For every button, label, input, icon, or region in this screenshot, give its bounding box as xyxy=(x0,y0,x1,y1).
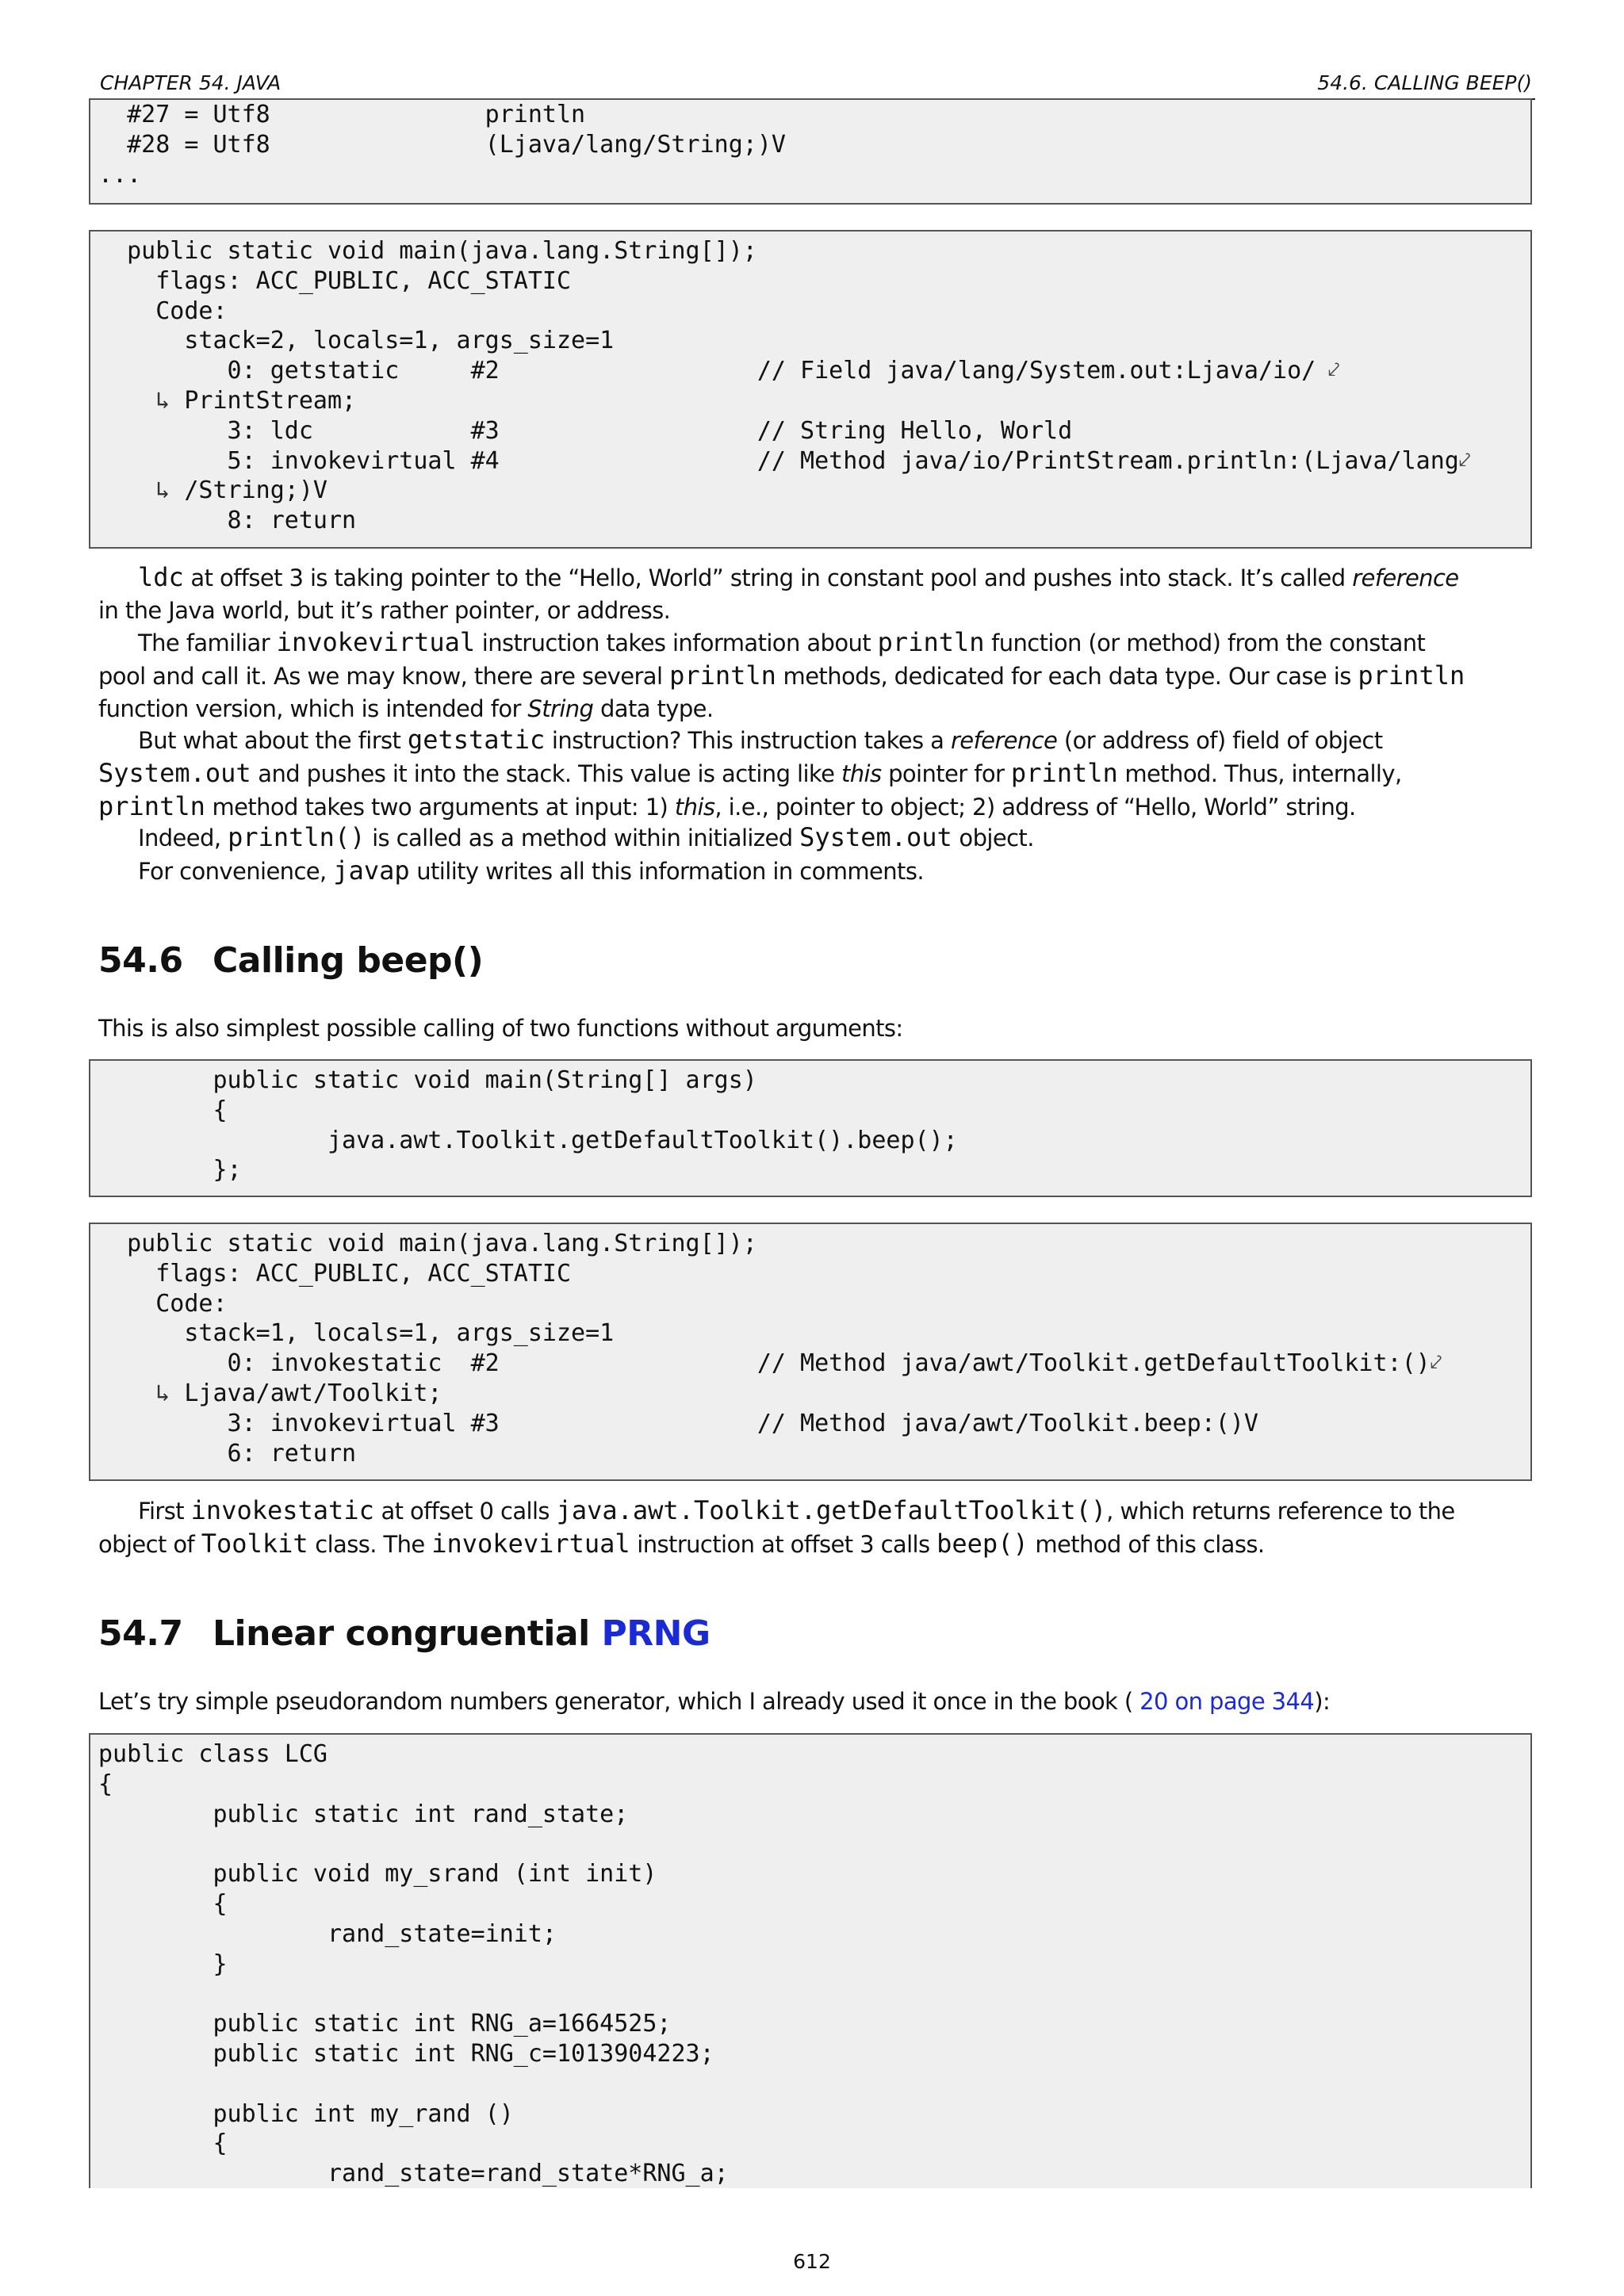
page-header xyxy=(98,67,1535,100)
text-run: method takes two arguments at input: 1) xyxy=(205,794,675,821)
code-line: { xyxy=(98,1770,113,1798)
text-line: This is also simplest possible calling of two functions without arguments: xyxy=(98,1015,903,1042)
code-line: public class LCG xyxy=(98,1740,327,1768)
section-title: Calling beep() xyxy=(213,940,484,981)
text-run: methods, dedicated for each data type. Our case is xyxy=(776,663,1358,690)
code-line xyxy=(98,1349,1530,1379)
code-text: 5: invokevirtual #4 // Method java/io/PrintStream.println:(Ljava/lang xyxy=(98,446,1459,475)
text-run: function version, which is intended for xyxy=(98,695,528,722)
inline-code: System.out xyxy=(98,758,251,788)
code-line: public static void main(java.lang.String[]); xyxy=(98,1230,757,1257)
code-line: public static void main(java.lang.String[]); xyxy=(98,237,757,265)
inline-code: javap xyxy=(333,855,410,886)
text-run: and pushes it into the stack. This value is acting like xyxy=(251,760,841,787)
code-line: { xyxy=(98,1889,228,1918)
code-line xyxy=(98,1379,1530,1409)
text-run: method of this class. xyxy=(1028,1531,1265,1558)
text-run: First xyxy=(138,1498,191,1525)
inline-code: invokevirtual xyxy=(276,627,476,657)
italic-text: reference xyxy=(1352,564,1459,591)
header-chapter: CHAPTER 54. JAVA xyxy=(100,71,282,94)
text-line xyxy=(98,790,1535,824)
text-run: The familiar xyxy=(138,629,277,656)
inline-code: invokevirtual xyxy=(431,1529,630,1559)
code-text: Ljava/awt/Toolkit; xyxy=(184,1379,442,1407)
inline-code: System.out xyxy=(799,822,952,852)
code-line: }; xyxy=(98,1156,242,1184)
section-number: 54.6 xyxy=(98,940,183,981)
code-line: flags: ACC_PUBLIC, ACC_STATIC xyxy=(98,1259,572,1288)
code-line: java.awt.Toolkit.getDefaultToolkit().beep(); xyxy=(98,1126,958,1154)
continuation-arrow-icon: ↳ xyxy=(98,1379,185,1407)
text-run: instruction at offset 3 calls xyxy=(630,1531,937,1558)
code-line: 3: invokevirtual #3 // Method java/awt/Toolkit.beep:()V xyxy=(98,1409,1258,1437)
inline-code: println xyxy=(1358,660,1465,691)
inline-code: println xyxy=(98,791,205,821)
code-line: { xyxy=(98,2130,228,2158)
text-line xyxy=(98,626,1535,660)
code-line: Code: xyxy=(98,297,228,325)
italic-text: String xyxy=(527,695,594,722)
text-run: object. xyxy=(952,825,1034,851)
code-text: 0: invokestatic #2 // Method java/awt/Toolkit.getDefaultToolkit:() xyxy=(98,1349,1431,1378)
code-text: 0: getstatic #2 // Field java/lang/System.out:Ljava/io/ xyxy=(98,357,1316,385)
inline-code: println() xyxy=(228,822,366,852)
code-line: 8: return xyxy=(98,507,357,535)
text-run: at offset 0 calls xyxy=(373,1498,557,1525)
text-run: , i.e., pointer to object; 2) address of “Hello, World” string. xyxy=(714,794,1356,821)
text-run: But what about the first xyxy=(138,727,408,754)
code-line: public static void main(String[] args) xyxy=(98,1066,757,1094)
code-line: public static int RNG_c=1013904223; xyxy=(98,2039,714,2068)
code-line: rand_state=rand_state*RNG_a; xyxy=(98,2160,729,2188)
code-line: public static int RNG_a=1664525; xyxy=(98,2010,672,2038)
text-line xyxy=(98,855,1535,888)
text-run: pointer for xyxy=(881,760,1011,787)
continuation-arrow-icon: ↳ xyxy=(98,476,185,505)
code-text: PrintStream; xyxy=(184,386,357,415)
line-wrap-arrow-icon: ⤦ xyxy=(1430,1351,1442,1376)
text-run: method. Thus, internally, xyxy=(1117,760,1402,787)
code-line: #27 = Utf8 println xyxy=(98,101,586,128)
section-title: Linear congruential xyxy=(213,1613,602,1654)
text-run: instruction? This instruction takes a xyxy=(545,727,951,754)
code-line xyxy=(98,386,1530,416)
text-run: For convenience, xyxy=(138,858,334,885)
text-line xyxy=(98,1494,1535,1528)
text-line xyxy=(98,561,1535,595)
code-block-beep-source xyxy=(89,1059,1532,1197)
text-run: pool and call it. As we may know, there are several xyxy=(98,663,670,690)
text-run: class. The xyxy=(308,1531,432,1558)
code-line: public void my_srand (int init) xyxy=(98,1860,657,1888)
code-line: Code: xyxy=(98,1289,228,1318)
text-run: , which returns reference to the xyxy=(1106,1498,1455,1525)
italic-text: reference xyxy=(950,727,1058,754)
code-line xyxy=(98,446,1530,476)
code-line xyxy=(98,2069,1530,2099)
code-line: rand_state=init; xyxy=(98,1919,557,1948)
paragraph-ldc xyxy=(98,561,1535,627)
inline-code: println xyxy=(877,627,985,657)
text-run: instruction takes information about xyxy=(475,629,878,656)
text-line xyxy=(98,724,1535,757)
code-block-constant-pool xyxy=(89,98,1532,205)
code-line: } xyxy=(98,1950,228,1978)
code-line xyxy=(98,356,1530,386)
code-line xyxy=(98,1829,1530,1859)
continuation-arrow-icon: ↳ xyxy=(98,386,185,415)
code-line xyxy=(98,476,1530,506)
paragraph-invokevirtual xyxy=(98,626,1535,725)
text-run: (or address of) field of object xyxy=(1057,727,1383,754)
code-line: ... xyxy=(98,160,142,189)
text-run: utility writes all this information in comments. xyxy=(409,858,924,885)
code-line: 6: return xyxy=(98,1439,357,1468)
code-block-beep-bytecode xyxy=(89,1223,1532,1481)
text-run: data type. xyxy=(593,695,714,722)
italic-text: this xyxy=(841,760,882,787)
code-text: /String;)V xyxy=(184,476,327,505)
section-number: 54.7 xyxy=(98,1613,183,1654)
text-run: Indeed, xyxy=(138,825,228,851)
page-reference-link[interactable]: 20 on page 344 xyxy=(1139,1688,1315,1715)
code-line xyxy=(98,1979,1530,2009)
text-line xyxy=(98,1686,1535,1718)
inline-code: println xyxy=(1010,758,1118,788)
inline-code: ldc xyxy=(138,562,184,592)
prng-link[interactable]: PRNG xyxy=(601,1613,710,1654)
text-line xyxy=(98,757,1535,790)
code-line: { xyxy=(98,1096,228,1124)
paragraph-invokestatic xyxy=(98,1494,1535,1561)
inline-code: invokestatic xyxy=(190,1495,374,1525)
paragraph-indeed xyxy=(98,821,1535,888)
text-run: Let’s try simple pseudorandom numbers generator, which I already used it once in the book ( xyxy=(98,1688,1140,1715)
code-line: 3: ldc #3 // String Hello, World xyxy=(98,416,1073,445)
inline-code: beep() xyxy=(936,1529,1028,1559)
line-wrap-arrow-icon: ⤦ xyxy=(1458,448,1471,473)
code-line: #28 = Utf8 (Ljava/lang/String;)V xyxy=(98,130,786,159)
inline-code: println xyxy=(669,660,776,691)
header-section: 54.6. CALLING BEEP() xyxy=(1317,71,1532,94)
inline-code: java.awt.Toolkit.getDefaultToolkit() xyxy=(556,1495,1107,1525)
text-line xyxy=(98,660,1535,693)
text-run: object of xyxy=(98,1531,201,1558)
page-number: 612 xyxy=(793,2250,831,2273)
text-line: in the Java world, but it’s rather pointer, or address. xyxy=(98,597,671,624)
code-line: stack=2, locals=1, args_size=1 xyxy=(98,327,615,355)
code-block-main-bytecode xyxy=(89,230,1532,549)
section-heading-54-7 xyxy=(98,1613,710,1654)
text-run: is called as a method within initialized xyxy=(365,825,800,851)
inline-code: getstatic xyxy=(407,725,546,755)
inline-code: Toolkit xyxy=(201,1529,308,1559)
text-run: ): xyxy=(1314,1688,1331,1715)
italic-text: this xyxy=(674,794,715,821)
code-line: public int my_rand () xyxy=(98,2099,514,2128)
text-run: at offset 3 is taking pointer to the “Hello, World” string in constant pool and pushes into stack. It’s called xyxy=(183,564,1353,591)
paragraph-getstatic xyxy=(98,724,1535,824)
paragraph-beep-intro xyxy=(98,1012,1535,1045)
code-line: stack=1, locals=1, args_size=1 xyxy=(98,1319,615,1348)
section-heading-54-6 xyxy=(98,940,483,981)
text-line xyxy=(98,1528,1535,1561)
text-line xyxy=(98,821,1535,855)
paragraph-lcg-intro xyxy=(98,1686,1535,1718)
line-wrap-arrow-icon: ⤦ xyxy=(1316,358,1340,383)
text-line xyxy=(98,693,1535,725)
code-line: public static int rand_state; xyxy=(98,1800,629,1828)
code-block-lcg-class xyxy=(89,1733,1532,2188)
code-line: flags: ACC_PUBLIC, ACC_STATIC xyxy=(98,266,572,295)
text-run: function (or method) from the constant xyxy=(984,629,1426,656)
